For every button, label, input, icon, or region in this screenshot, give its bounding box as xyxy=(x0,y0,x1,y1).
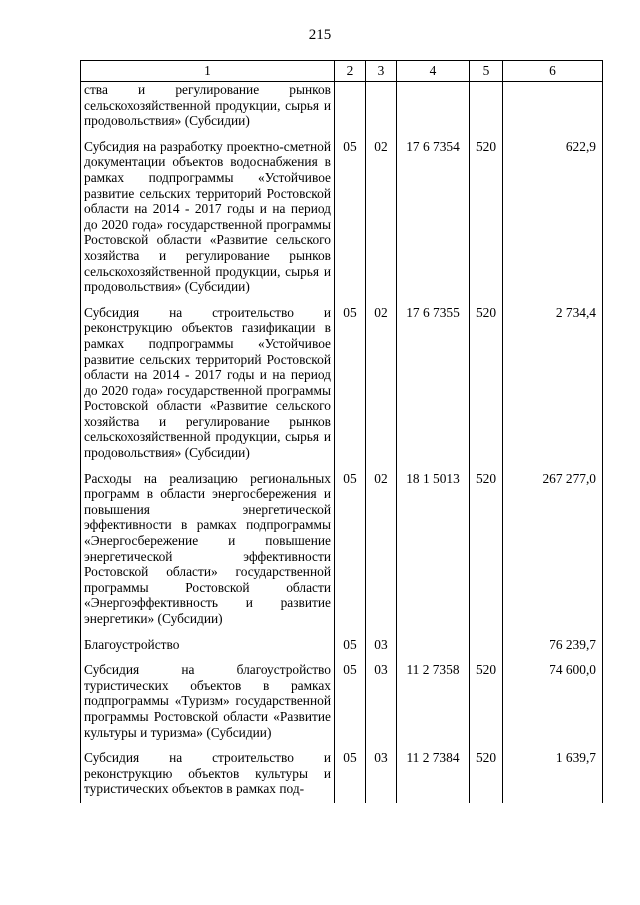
page-number: 215 xyxy=(308,27,332,43)
row-csr-cell: 18 1 5013 xyxy=(397,467,470,633)
header-row xyxy=(81,61,603,82)
row-name-cell: Субсидия на благоустройство туристических объектов в рамках подпрограммы «Туризм» государственной программы Ростовской области «Развитие культуры и туризма» (Субсидии) xyxy=(81,658,335,746)
row-name-cell: Субсидия на строительство и реконструкцию объектов культуры и туристических объектов в рамках под- xyxy=(81,746,335,803)
row-name-cell: ства и регулирование рынков сельскохозяйственной продукции, сырья и продовольствия» (Субсидии) xyxy=(81,82,335,135)
budget-table xyxy=(80,60,603,803)
row-amount-cell: 622,9 xyxy=(503,135,603,301)
row-vr-cell: 520 xyxy=(470,301,503,467)
header-cell-col1: 1 xyxy=(81,61,335,82)
row-vr-cell: 520 xyxy=(470,658,503,746)
row-amount-cell: 267 277,0 xyxy=(503,467,603,633)
row-amount-cell: 76 239,7 xyxy=(503,633,603,659)
row-amount-cell: 74 600,0 xyxy=(503,658,603,746)
row-rz-cell: 05 xyxy=(335,135,366,301)
row-csr-cell xyxy=(397,82,470,135)
row-rz-cell: 05 xyxy=(335,658,366,746)
row-name-cell: Субсидия на строительство и реконструкцию объектов газификации в рамках подпрограммы «Устойчивое развитие сельских территорий Ростовской области на 2014 - 2017 годы и на период до 2020 года» государственной программы Ростовской области «Развитие сельского хозяйства и регулирование рынков сельскохозяйственной продукции, сырья и продовольствия» (Субсидии) xyxy=(81,301,335,467)
table-row xyxy=(81,467,603,633)
row-pr-cell: 02 xyxy=(366,301,397,467)
row-rz-cell: 05 xyxy=(335,467,366,633)
header-cell-col4: 4 xyxy=(397,61,470,82)
table-row xyxy=(81,135,603,301)
header-cell-col6: 6 xyxy=(503,61,603,82)
row-vr-cell: 520 xyxy=(470,746,503,803)
header-cell-col3: 3 xyxy=(366,61,397,82)
row-name-cell: Благоустройство xyxy=(81,633,335,659)
row-pr-cell: 02 xyxy=(366,467,397,633)
row-pr-cell xyxy=(366,82,397,135)
row-rz-cell xyxy=(335,82,366,135)
row-vr-cell xyxy=(470,633,503,659)
row-csr-cell xyxy=(397,633,470,659)
header-cell-col5: 5 xyxy=(470,61,503,82)
table-header xyxy=(81,61,603,82)
row-amount-cell: 1 639,7 xyxy=(503,746,603,803)
row-csr-cell: 17 6 7355 xyxy=(397,301,470,467)
row-pr-cell: 03 xyxy=(366,658,397,746)
table-row xyxy=(81,82,603,135)
row-csr-cell: 11 2 7384 xyxy=(397,746,470,803)
table-body xyxy=(81,82,603,803)
row-pr-cell: 02 xyxy=(366,135,397,301)
table-row xyxy=(81,746,603,803)
row-vr-cell xyxy=(470,82,503,135)
row-pr-cell: 03 xyxy=(366,746,397,803)
row-name-cell: Субсидия на разработку проектно-сметной документации объектов водоснабжения в рамках подпрограммы «Устойчивое развитие сельских территорий Ростовской области на 2014 - 2017 годы и на период до 2020 года» государственной программы Ростовской области «Развитие сельского хозяйства и регулирование рынков сельскохозяйственной продукции, сырья и продовольствия» (Субсидии) xyxy=(81,135,335,301)
row-csr-cell: 17 6 7354 xyxy=(397,135,470,301)
row-pr-cell: 03 xyxy=(366,633,397,659)
header-cell-col2: 2 xyxy=(335,61,366,82)
row-name-cell: Расходы на реализацию региональных программ в области энергосбережения и повышения энергетической эффективности в рамках подпрограммы «Энергосбережение и повышение энергетической эффективности Ростовской области» государственной программы Ростовской области «Энергоэффективность и развитие энергетики» (Субсидии) xyxy=(81,467,335,633)
row-vr-cell: 520 xyxy=(470,135,503,301)
table-row xyxy=(81,658,603,746)
row-amount-cell xyxy=(503,82,603,135)
row-amount-cell: 2 734,4 xyxy=(503,301,603,467)
row-rz-cell: 05 xyxy=(335,746,366,803)
row-csr-cell: 11 2 7358 xyxy=(397,658,470,746)
row-vr-cell: 520 xyxy=(470,467,503,633)
table-row xyxy=(81,633,603,659)
row-rz-cell: 05 xyxy=(335,301,366,467)
table-row xyxy=(81,301,603,467)
row-rz-cell: 05 xyxy=(335,633,366,659)
